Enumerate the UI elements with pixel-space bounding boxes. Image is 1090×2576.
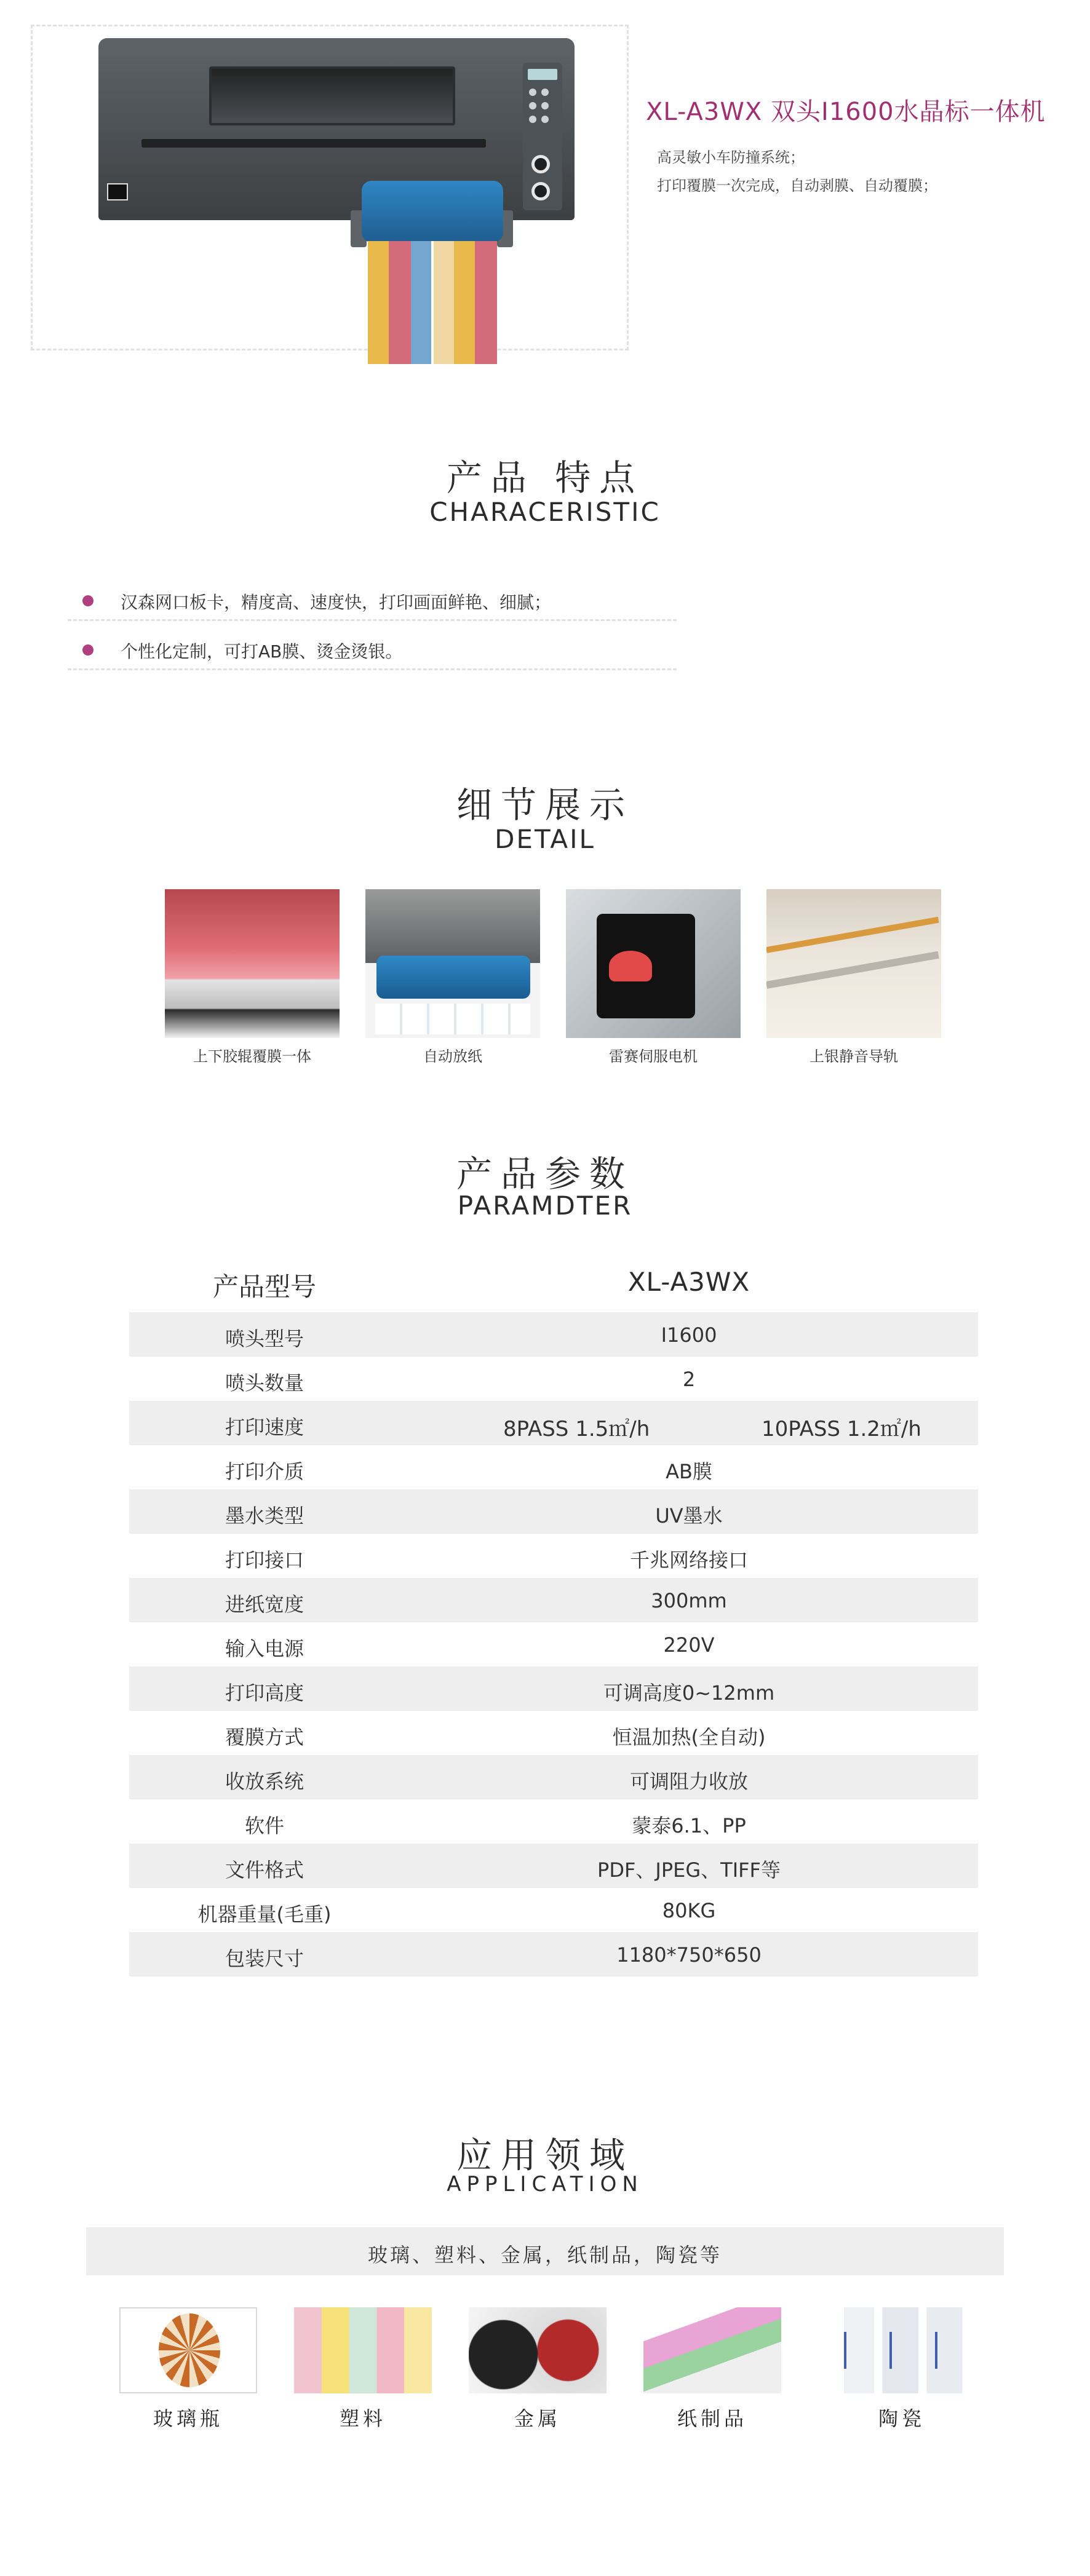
printer-control-panel xyxy=(523,63,562,210)
param-name: 收放系统 xyxy=(225,1770,304,1793)
application-title: 应用领域 xyxy=(456,2134,634,2176)
params-title: 产品参数 xyxy=(456,1153,634,1195)
characteristic-subtitle: CHARACERISTIC xyxy=(429,497,661,527)
param-name: 喷头型号 xyxy=(225,1327,304,1350)
detail-image-laminating-rollers xyxy=(165,889,340,1038)
feature-text: 汉森网口板卡，精度高、速度快，打印画面鲜艳、细腻； xyxy=(121,592,552,612)
param-row xyxy=(129,1711,978,1755)
param-value: 恒温加热(全自动) xyxy=(612,1726,766,1749)
application-summary: 玻璃、塑料、金属，纸制品，陶瓷等 xyxy=(367,2243,722,2267)
detail-caption: 自动放纸 xyxy=(423,1048,482,1065)
param-value: 80KG xyxy=(662,1899,716,1922)
param-name: 打印介质 xyxy=(225,1460,304,1483)
param-value: I1600 xyxy=(661,1323,717,1347)
param-value: 蒙泰6.1、PP xyxy=(632,1814,746,1837)
printer-screen xyxy=(528,69,557,80)
param-value: 千兆网络接口 xyxy=(629,1548,748,1572)
feature-text: 个性化定制，可打AB膜、烫金烫银。 xyxy=(121,641,403,662)
application-caption: 陶瓷 xyxy=(878,2407,925,2430)
param-row xyxy=(129,1578,978,1622)
param-header-name: 产品型号 xyxy=(212,1272,316,1302)
application-caption: 纸制品 xyxy=(677,2407,747,2430)
param-name: 文件格式 xyxy=(225,1858,304,1882)
param-row xyxy=(129,1489,978,1534)
application-image-paper xyxy=(643,2307,781,2393)
paper-roll xyxy=(362,181,503,242)
params-subtitle: PARAMDTER xyxy=(457,1191,633,1221)
param-row xyxy=(129,1666,978,1711)
param-value: 1180*750*650 xyxy=(616,1943,762,1967)
param-header-value: XL-A3WX xyxy=(627,1267,750,1297)
param-value: PDF、JPEG、TIFF等 xyxy=(597,1858,781,1882)
bullet-dot-icon xyxy=(82,595,93,606)
application-image-metal xyxy=(469,2307,607,2393)
application-image-glass-bottle xyxy=(119,2307,257,2393)
detail-image-servo-motor xyxy=(566,889,741,1038)
detail-title: 细节展示 xyxy=(456,784,634,826)
param-name: 包装尺寸 xyxy=(225,1947,304,1970)
hero-feature-2: 打印覆膜一次完成，自动剥膜、自动覆膜； xyxy=(657,177,937,194)
param-name: 软件 xyxy=(244,1814,284,1837)
param-row xyxy=(129,1312,978,1357)
hero-feature-1: 高灵敏小车防撞系统； xyxy=(657,149,805,166)
application-subtitle: APPLICATION xyxy=(447,2172,643,2197)
param-row xyxy=(129,1401,978,1445)
printer-window xyxy=(209,66,455,125)
printer-label xyxy=(107,183,128,200)
printed-sticker-sheet xyxy=(368,241,497,364)
param-row xyxy=(129,1844,978,1888)
application-caption: 玻璃瓶 xyxy=(153,2407,223,2430)
application-image-plastic xyxy=(294,2307,432,2393)
printer-key xyxy=(529,116,536,123)
param-row xyxy=(129,1445,978,1489)
param-value: 可调高度0~12mm xyxy=(603,1681,775,1705)
param-name: 输入电源 xyxy=(225,1637,304,1660)
printer-key xyxy=(541,116,549,123)
application-caption: 金属 xyxy=(514,2407,561,2430)
param-row xyxy=(129,1799,978,1844)
param-value: 8PASS 1.5㎡/h xyxy=(503,1417,650,1441)
param-value: UV墨水 xyxy=(655,1504,723,1528)
param-value: 220V xyxy=(663,1633,715,1657)
param-name: 打印速度 xyxy=(225,1416,304,1439)
detail-caption: 上银静音导轨 xyxy=(810,1048,898,1065)
printer-slot xyxy=(141,139,486,148)
bullet-dot-icon xyxy=(82,644,93,656)
param-row xyxy=(129,1534,978,1578)
param-row xyxy=(129,1932,978,1976)
param-row xyxy=(129,1622,978,1666)
param-name: 墨水类型 xyxy=(225,1504,304,1528)
product-title: XL-A3WX 双头I1600水晶标一体机 xyxy=(646,98,1046,126)
detail-caption: 上下胶辊覆膜一体 xyxy=(193,1048,311,1065)
feature-row xyxy=(68,627,677,670)
detail-image-guide-rail xyxy=(766,889,941,1038)
detail-image-auto-feed xyxy=(365,889,540,1038)
printer-knob xyxy=(531,182,550,200)
param-value: 2 xyxy=(682,1368,696,1391)
printer-key xyxy=(529,89,536,96)
detail-caption: 雷赛伺服电机 xyxy=(609,1048,698,1065)
param-value: 可调阻力收放 xyxy=(629,1770,748,1793)
param-name: 机器重量(毛重) xyxy=(197,1903,332,1926)
printer-key xyxy=(529,102,536,109)
param-row xyxy=(129,1888,978,1932)
printer-knob xyxy=(531,155,550,173)
param-value-2: 10PASS 1.2㎡/h xyxy=(762,1417,921,1441)
printer-key xyxy=(541,102,549,109)
param-row xyxy=(129,1755,978,1799)
param-value: AB膜 xyxy=(666,1460,712,1483)
param-name: 覆膜方式 xyxy=(225,1726,304,1749)
detail-subtitle: DETAIL xyxy=(495,824,595,854)
application-summary-bar xyxy=(86,2227,1004,2275)
application-image-ceramic xyxy=(833,2307,971,2393)
param-name: 打印高度 xyxy=(225,1681,304,1705)
param-value: 300mm xyxy=(651,1589,727,1612)
param-row xyxy=(129,1357,978,1401)
printer-key xyxy=(541,89,549,96)
param-name: 喷头数量 xyxy=(225,1371,304,1395)
characteristic-title: 产品 特点 xyxy=(446,457,644,499)
param-name: 进纸宽度 xyxy=(225,1593,304,1616)
param-name: 打印接口 xyxy=(225,1548,304,1572)
product-image-printer xyxy=(98,38,575,220)
application-caption: 塑料 xyxy=(339,2407,386,2430)
feature-row xyxy=(68,578,677,621)
